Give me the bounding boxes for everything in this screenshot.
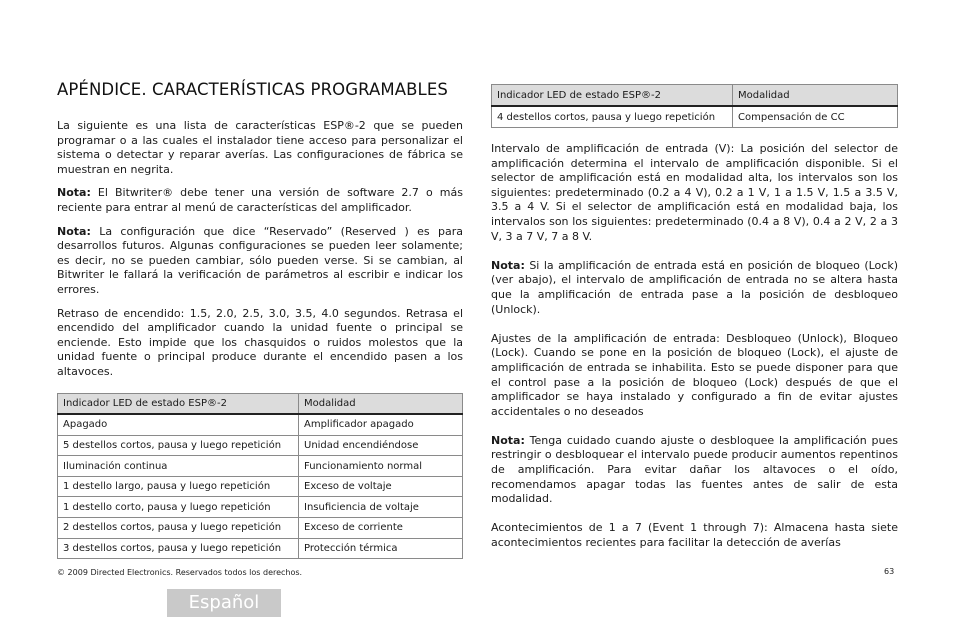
note-bitwriter-version: [57, 186, 463, 215]
table-cell: Iluminación continua: [58, 456, 299, 477]
table-row: [58, 456, 463, 477]
table-cell: Compensación de CC: [733, 106, 898, 128]
left-column: [57, 80, 463, 559]
table-cell: 1 destello largo, pausa y luego repetición: [58, 476, 299, 497]
language-tab: Español: [167, 589, 281, 617]
table-row: [58, 414, 463, 435]
note-label: Nota:: [491, 258, 525, 272]
table-cell: Insuficiencia de voltaje: [299, 497, 463, 518]
table-cell: 1 destello corto, pausa y luego repetición: [58, 497, 299, 518]
table-cell: 2 destellos cortos, pausa y luego repetición: [58, 518, 299, 539]
table-header-cell: Indicador LED de estado ESP®-2: [58, 393, 299, 414]
note-label: Nota:: [57, 224, 91, 238]
table-cell: 3 destellos cortos, pausa y luego repetición: [58, 538, 299, 559]
table-cell: 4 destellos cortos, pausa y luego repetición: [492, 106, 733, 128]
led-status-table: [57, 393, 463, 560]
table-cell: Funcionamiento normal: [299, 456, 463, 477]
power-delay-paragraph: Retraso de encendido: 1.5, 2.0, 2.5, 3.0, 3.5, 4.0 segundos. Retrasa el encendido del amplificador cuando la unidad fuente o principal se enciende. Esto impide que los chasquidos o ruidos molestos que la unidad fuente o principal produce durante el encendido pasen a los altavoces.: [57, 306, 463, 378]
table-cell: Apagado: [58, 414, 299, 435]
note-reserved: [57, 225, 463, 298]
table-header-row: [492, 85, 898, 107]
note-label: Nota:: [491, 433, 525, 447]
table-row: [58, 538, 463, 559]
table-header-cell: Indicador LED de estado ESP®-2: [492, 85, 733, 107]
input-gain-adjust-paragraph: Ajustes de la amplificación de entrada: Desbloqueo (Unlock), Bloqueo (Lock). Cuando se pone en la posición de bloqueo (Lock), el ajuste de amplificación de entrada se inhabilita. Esto se puede disponer para que el control pase a la posición de bloqueo (Lock) después de que el amplificador se haya instalado y configurado a fin de evitar ajustes accidentales o no deseados: [491, 331, 898, 418]
table-cell: Amplificador apagado: [299, 414, 463, 435]
table-row: [58, 476, 463, 497]
note-text: El Bitwriter® debe tener una versión de software 2.7 o más reciente para entrar al menú de características del amplificador.: [57, 186, 463, 214]
table-row: [58, 435, 463, 456]
note-gain-caution: [491, 434, 898, 507]
led-status-table-continued: [491, 84, 898, 128]
note-label: Nota:: [57, 186, 91, 200]
table-header-cell: Modalidad: [299, 393, 463, 414]
note-text: Tenga cuidado cuando ajuste o desbloquee la amplificación pues restringir o desbloquear el intervalo puede producir aumentos repentinos de amplificación. Para evitar dañar los altavoces o el oído, recomendamos apagar todas las fuentes antes de salir de esta modalidad.: [491, 433, 898, 506]
note-text: Si la amplificación de entrada está en posición de bloqueo (Lock) (ver abajo), el intervalo de amplificación de entrada no se altera hasta que la amplificación de entrada pase a la posición de desbloqueo (Unlock).: [491, 258, 898, 316]
events-paragraph: Acontecimientos de 1 a 7 (Event 1 through 7): Almacena hasta siete acontecimientos recientes para facilitar la detección de averías: [491, 521, 898, 550]
intro-paragraph: La siguiente es una lista de características ESP®-2 que se pueden programar o a las cuales el instalador tiene acceso para personalizar el sistema o detectar y reparar averías. Las configuraciones de fábrica se muestran en negrita.: [57, 119, 463, 176]
table-header-row: [58, 393, 463, 414]
table-row: [492, 106, 898, 128]
copyright-footer: © 2009 Directed Electronics. Reservados todos los derechos.: [57, 568, 303, 577]
note-text: La configuración que dice “Reservado” (Reserved ) es para desarrollos futuros. Algunas configuraciones se pueden leer solamente; es decir, no se pueden cambiar, sólo pueden verse. Si se cambian, al Bitwriter le fallará la verificación de parámetros al escribir e indicar los errores.: [57, 224, 463, 296]
table-cell: 5 destellos cortos, pausa y luego repetición: [58, 435, 299, 456]
input-gain-range-paragraph: Intervalo de amplificación de entrada (V): La posición del selector de amplificación determina el intervalo de amplificación disponible. Si el selector de amplificación está en modalidad alta, los intervalos son los siguientes: predeterminado (0.2 a 4 V), 0.2 a 1 V, 1 a 1.5 V, 1.5 a 3.5 V, 3.5 a 4 V. Si el selector de amplificación está en modalidad baja, los intervalos son los siguientes: predeterminado (0.4 a 8 V), 0.4 a 2 V, 2 a 3 V, 3 a 7 V, 7 a 8 V.: [491, 142, 898, 243]
table-row: [58, 497, 463, 518]
table-header-cell: Modalidad: [733, 85, 898, 107]
table-cell: Exceso de corriente: [299, 518, 463, 539]
page-number: 63: [884, 567, 895, 576]
table-cell: Exceso de voltaje: [299, 476, 463, 497]
note-gain-lock: [491, 259, 898, 317]
page-title: APÉNDICE. CARACTERÍSTICAS PROGRAMABLES: [57, 80, 448, 99]
table-row: [58, 518, 463, 539]
right-column: [491, 84, 898, 565]
table-cell: Unidad encendiéndose: [299, 435, 463, 456]
table-cell: Protección térmica: [299, 538, 463, 559]
